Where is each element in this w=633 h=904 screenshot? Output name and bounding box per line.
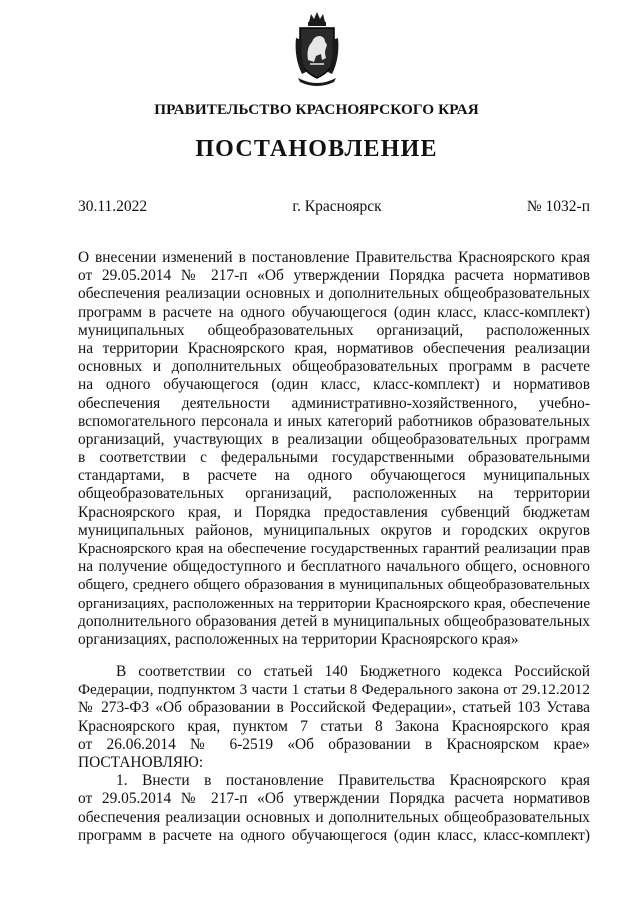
subject-line: дополнительного образования детей в муниципальных общеобразовательных (78, 612, 590, 630)
coat-of-arms-icon (292, 8, 342, 90)
subject-line: организациях, расположенных на территории Красноярского края» (78, 630, 519, 648)
subject-line: на получение общедоступного и бесплатного начального общего, основного (78, 558, 590, 576)
body-line: № 273-ФЗ «Об образовании в Российской Федерации», статьей 103 Устава (78, 699, 590, 717)
body-line: обеспечения реализации основных и дополнительных общеобразовательных (78, 808, 590, 826)
subject-line: от 29.05.2014 № 217-п «Об утверждении Порядка расчета нормативов (78, 267, 590, 285)
document-type: ПОСТАНОВЛЕНИЕ (195, 136, 438, 162)
body-line: от 29.05.2014 № 217-п «Об утверждении Порядка расчета нормативов (78, 790, 590, 808)
document-meta (78, 198, 590, 216)
body-line: программ в расчете на одного обучающегося (один класс, класс-комплект) (78, 826, 590, 844)
subject-line: О внесении изменений в постановление Правительства Красноярского края (78, 249, 590, 266)
document-date: 30.11.2022 (78, 198, 148, 215)
subject-line: на территории Красноярского края, нормативов обеспечения реализации (78, 339, 590, 357)
subject-line: Красноярского края, и Порядка предоставления субвенций бюджетам (78, 503, 590, 521)
subject-line: в соответствии с федеральными государственными образовательными (78, 449, 590, 467)
subject-line: общеобразовательных организаций, расположенных на территории (78, 485, 590, 503)
subject-line: обеспечения деятельности административно-хозяйственного, учебно- (78, 394, 590, 412)
subject-line: организациях, расположенных на территории Красноярского края, обеспечение (78, 595, 590, 612)
document-number: № 1032-п (526, 198, 590, 215)
subject-line: программ в расчете на одного обучающегося (один класс, класс-комплект) (78, 303, 590, 321)
body-line: от 26.06.2014 № 6-2519 «Об образовании в Красноярском крае» (78, 735, 590, 753)
subject-line: на одного обучающегося (один класс, класс-комплект) и нормативов (78, 376, 590, 394)
body-line: В соответствии со статьей 140 Бюджетного кодекса Российской (116, 663, 590, 680)
document-city: г. Красноярск (292, 198, 382, 215)
subject-line: муниципальных общеобразовательных организаций, расположенных (78, 321, 590, 339)
body-line: Федерации, подпунктом 3 части 1 статьи 8 Федерального закона от 29.12.2012 (78, 681, 590, 699)
subject-line: основных и дополнительных общеобразовательных программ в расчете (78, 358, 590, 376)
subject-line: обеспечения реализации основных и дополнительных общеобразовательных (78, 285, 590, 303)
subject-line: стандартами, в расчете на одного обучающегося муниципальных (78, 467, 590, 485)
document-subject (78, 249, 590, 649)
body-line: 1. Внести в постановление Правительства Красноярского края (116, 772, 590, 790)
subject-line: общего, среднего общего образования в муниципальных общеобразовательных (78, 577, 590, 594)
subject-line: вспомогательного персонала и иных категорий работников образовательных (78, 412, 590, 430)
government-title: ПРАВИТЕЛЬСТВО КРАСНОЯРСКОГО КРАЯ (154, 101, 479, 118)
body-line: Красноярского края, пунктом 7 статьи 8 Закона Красноярского края (78, 717, 590, 735)
subject-line: муниципальных районов, муниципальных округов и городских округов (78, 521, 590, 539)
subject-line: Красноярского края на обеспечение государственных гарантий реализации прав (78, 541, 590, 557)
subject-line: организаций, участвующих в реализации общеобразовательных программ (78, 430, 590, 448)
body-line: ПОСТАНОВЛЯЮ: (78, 753, 204, 771)
document-body (78, 663, 590, 845)
